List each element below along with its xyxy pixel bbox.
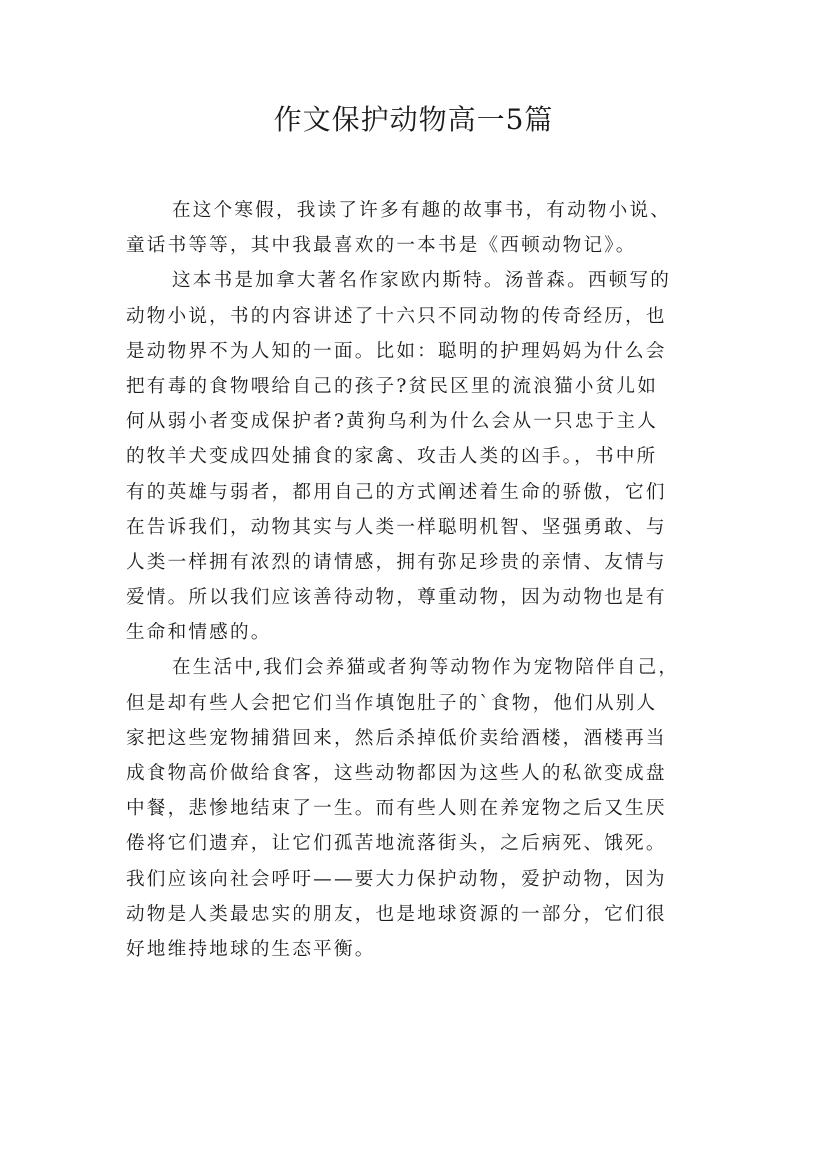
paragraph-1 — [126, 193, 706, 263]
paragraph-line: 是动物界不为人知的一面。比如：聪明的护理妈妈为什么会 — [126, 340, 667, 362]
paragraph-line: 家把这些宠物捕猎回来，然后杀掉低价卖给酒楼，酒楼再当 — [126, 727, 667, 749]
paragraph-line: 成食物高价做给食客，这些动物都因为这些人的私欲变成盘 — [126, 763, 667, 784]
document-title: 作文保护动物高一5篇 — [273, 103, 554, 136]
paragraph-line: 我们应该向社会呼吁——要大力保护动物，爱护动物，因为 — [126, 868, 667, 890]
paragraph-line: 爱情。所以我们应该善待动物，尊重动物，因为动物也是有 — [126, 587, 667, 609]
paragraph-line: 在生活中,我们会养猫或者狗等动物作为宠物陪伴自己， — [172, 657, 680, 679]
paragraph-line: 动物是人类最忠实的朋友，也是地球资源的一部分，它们很 — [126, 903, 667, 925]
document-body — [126, 193, 706, 967]
paragraph-line: 的牧羊犬变成四处捕食的家禽、攻击人类的凶手。，书中所 — [126, 446, 658, 468]
paragraph-line: 在告诉我们，动物其实与人类一样聪明机智、坚强勇敢、与 — [126, 516, 667, 538]
paragraph-line: 动物小说，书的内容讲述了十六只不同动物的传奇经历，也 — [126, 305, 667, 327]
paragraph-line: 倦将它们遗弃，让它们孤苦地流落街头，之后病死、饿死。 — [126, 833, 667, 855]
paragraph-line: 这本书是加拿大著名作家欧内斯特。汤普森。西顿写的 — [172, 270, 672, 292]
paragraph-line: 童话书等等，其中我最喜欢的一本书是《西顿动物记》。 — [126, 235, 637, 257]
paragraph-2 — [126, 263, 706, 650]
paragraph-line: 有的英雄与弱者，都用自己的方式阐述着生命的骄傲，它们 — [126, 481, 667, 503]
paragraph-line: 人类一样拥有浓烈的请情感，拥有弥足珍贵的亲情、友情与 — [126, 551, 667, 573]
paragraph-line: 生命和情感的。 — [126, 622, 272, 644]
paragraph-line: 何从弱小者变成保护者?黄狗乌利为什么会从一只忠于主人 — [126, 411, 659, 433]
paragraph-line: 把有毒的食物喂给自己的孩子?贫民区里的流浪猫小贫儿如 — [126, 375, 659, 397]
paragraph-3 — [126, 650, 706, 967]
paragraph-line: 但是却有些人会把它们当作填饱肚子的`食物，他们从别人 — [126, 692, 658, 714]
paragraph-line: 中餐，悲惨地结束了一生。而有些人则在养宠物之后又生厌 — [126, 798, 667, 820]
paragraph-line: 好地维持地球的生态平衡。 — [126, 938, 376, 960]
paragraph-line: 在这个寒假，我读了许多有趣的故事书，有动物小说、 — [172, 200, 672, 221]
